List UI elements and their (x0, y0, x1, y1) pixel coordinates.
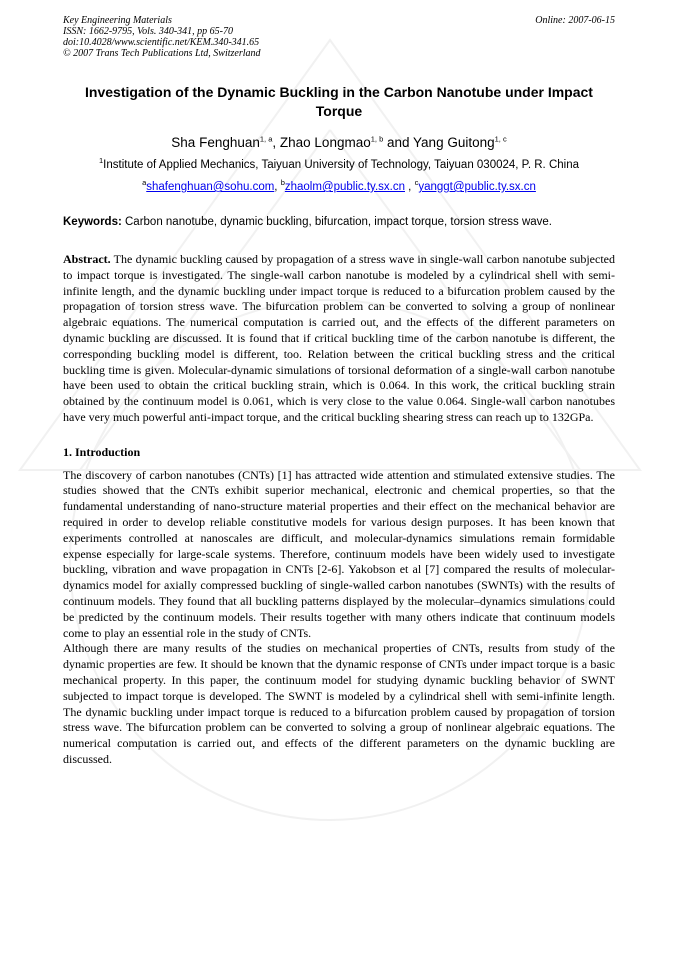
email-mark: b (280, 178, 285, 188)
affiliation (63, 158, 615, 173)
email-link[interactable]: zhaolm@public.ty.sx.cn (284, 181, 405, 193)
journal-header (63, 15, 615, 59)
abstract-text: The dynamic buckling caused by propagation of a stress wave in single-wall carbon nanotube subjected to impact torque is investigated. The single-wall carbon nanotube is modeled by a cylindrical shell with semi-infinite length, and the dynamic buckling under impact torque is reduced to a bifurcation problem caused by the propagation of torsion stress wave. The bifurcation problem can be converted to solving a group of nonlinear algebraic equations. The numerical computation is carried out, and the effects of the different parameters on dynamic buckling are discussed. It is found that if critical buckling time of the carbon nanotube is different, the corresponding buckling model is different, too. Relation between the critical buckling stress and the critical buckling time is given. Molecular-dynamic simulations of torsional deformation of a single-wall carbon nanotube have been used to obtain the critical buckling strain, which is 0.064. In this work, the critical buckling strain obtained by the continuum model is 0.061, which is very close to the value 0.064. Single-wall carbon nanotubes have very much powerful anti-impact torque, and the critical buckling shearing stress can reach up to 132GPa. (63, 252, 615, 424)
keywords-label: Keywords: (63, 216, 122, 228)
author-affil-mark: 1, b (370, 134, 384, 144)
intro-paragraph: Although there are many results of the studies on mechanical properties of CNTs, results from study of the dynamic properties are few. It should be known that the dynamic response of CNTs under impact torque is a basic mechanical property. In this paper, the continuum model for studying dynamic buckling behavior of SWNT subjected to impact torque is developed. The SWNT is modeled by a cylindrical shell with semi-infinite length. The dynamic buckling under impact torque is reduced to a bifurcation problem caused by propagation of torsion stress wave. The bifurcation problem can be converted to solving a group of nonlinear algebraic equations. The numerical computation is carried out, and effects of the different parameters on the dynamic buckling are discussed. (63, 641, 615, 766)
keywords-text: Carbon nanotube, dynamic buckling, bifurcation, impact torque, torsion stress wave. (121, 216, 552, 228)
abstract-label: Abstract. (63, 252, 111, 266)
author-name: Sha Fenghuan (171, 135, 260, 150)
author-list (63, 134, 615, 152)
author-separator: and (383, 135, 414, 150)
issn-line: ISSN: 1662-9795, Vols. 340-341, pp 65-70 (63, 26, 233, 37)
email-list (63, 180, 615, 195)
affiliation-mark: 1 (98, 156, 104, 166)
intro-paragraph: The discovery of carbon nanotubes (CNTs) [1] has attracted wide attention and stimulated extensive studies. The studies showed that the CNTs exhibit superior mechanical, electronic and chemical properties, so that the fundamental understanding of nano-structure material properties and their effect on the mechanical behavior are required in order to develop reliable constitutive models for various design purposes. It has been known that experiments controlled at nanoscales are difficult, and molecular-dynamics simulations remain formidable expense especially for large-scale systems. Therefore, continuum models have been widely used to investigate buckling, vibration and wave propagation in CNTs [2-6]. Yakobson et al [7] compared the results of molecular-dynamics model for axially compressed buckling of single-walled carbon nanotubes (SWNTs) with the results of continuum models. They found that all buckling patterns displayed by the molecular–dynamics simulations could be predicted by the continuum models. Their results together with many others indicate that continuum models come to play an essential role in the study of CNTs. (63, 467, 615, 640)
email-link[interactable]: yanggt@public.ty.sx.cn (418, 181, 536, 193)
keywords (63, 215, 615, 230)
online-date: Online: 2007-06-15 (535, 15, 615, 26)
copyright-line: © 2007 Trans Tech Publications Ltd, Switzerland (63, 48, 261, 59)
affiliation-text: Institute of Applied Mechanics, Taiyuan University of Technology, Taiyuan 030024, P. R. China (103, 159, 579, 171)
email-separator: , (274, 181, 281, 193)
author-name: Zhao Longmao (279, 135, 371, 150)
author-affil-mark: 1, a (259, 134, 273, 144)
author-separator: , (272, 135, 280, 150)
email-link[interactable]: shafenghuan@sohu.com (146, 181, 275, 193)
author-name: Yang Guitong (413, 135, 495, 150)
email-mark: c (414, 178, 419, 188)
paper-title: Investigation of the Dynamic Buckling in the Carbon Nanotube under Impact Torque (85, 84, 593, 119)
doi-line: doi:10.4028/www.scientific.net/KEM.340-341.65 (63, 37, 260, 48)
journal-name: Key Engineering Materials (63, 15, 172, 26)
author-affil-mark: 1, c (494, 134, 507, 144)
email-mark: a (142, 178, 147, 188)
abstract (63, 252, 615, 426)
paper-page (63, 15, 615, 768)
email-separator: , (404, 181, 415, 193)
section-heading-introduction: 1. Introduction (63, 444, 141, 459)
